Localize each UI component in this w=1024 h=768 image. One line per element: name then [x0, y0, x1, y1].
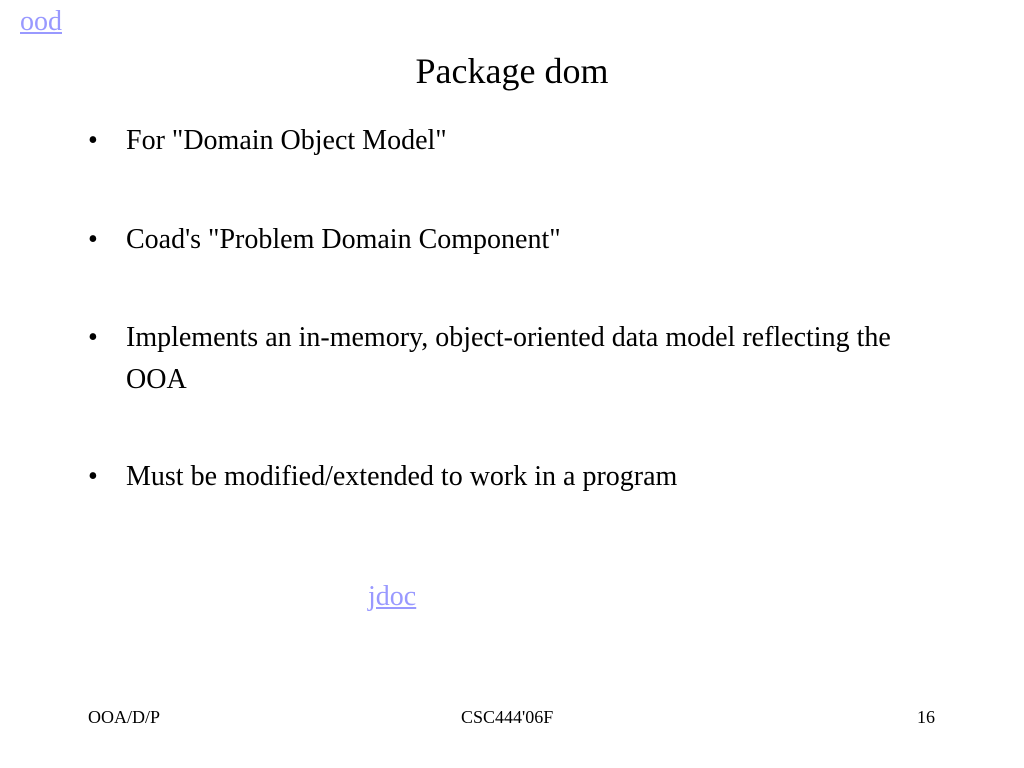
bullet-item [88, 456, 908, 498]
footer-page-number: 16 [917, 707, 935, 727]
bullet-item [88, 120, 908, 162]
bullet-text: Must be modified/extended to work in a program [126, 461, 678, 492]
slide-title: Package dom [415, 51, 609, 91]
bullet-item [88, 219, 908, 261]
footer-course: OOA/D/P [88, 707, 161, 727]
bullet-text: For "Domain Object Model" [126, 125, 447, 156]
bullet-text: Implements an in-memory, object-oriented data model reflecting the OOA [126, 322, 891, 395]
bullet-mark: • [88, 224, 98, 255]
bullet-mark: • [88, 322, 98, 353]
bullet-mark: • [88, 461, 98, 492]
bullet-item [88, 317, 908, 401]
bullet-text: Coad's "Problem Domain Component" [126, 224, 561, 255]
bullet-mark: • [88, 125, 98, 156]
jdoc-link[interactable]: jdoc [368, 581, 417, 612]
footer-code: CSC444'06F [461, 707, 554, 727]
ood-link[interactable]: ood [20, 6, 62, 37]
